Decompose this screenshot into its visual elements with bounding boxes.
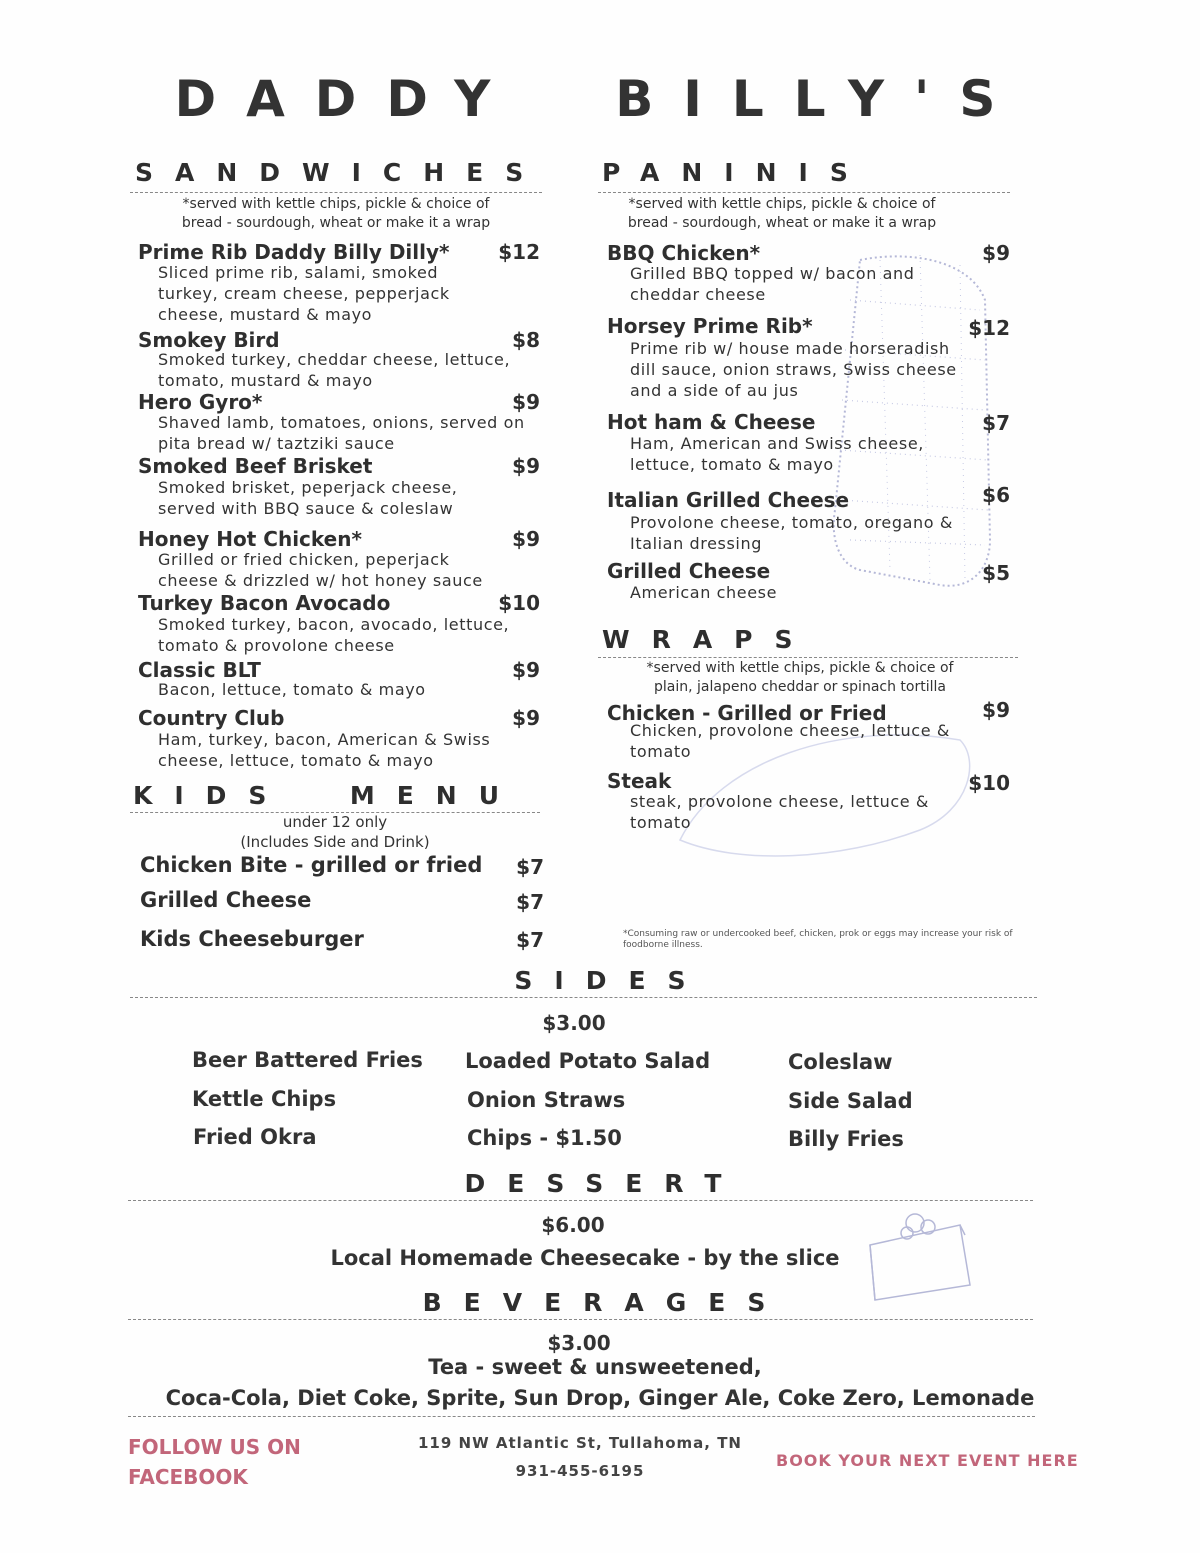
menu-item-description: American cheese (630, 583, 778, 602)
side-item: Chips - $1.50 (467, 1126, 622, 1150)
dessert-divider (128, 1200, 1033, 1201)
side-item: Kettle Chips (192, 1087, 337, 1111)
book-event-link[interactable]: BOOK YOUR NEXT EVENT HERE (776, 1451, 1079, 1470)
menu-item-price: $9 (512, 706, 540, 730)
menu-item-name: Smoked Beef Brisket (138, 454, 373, 478)
menu-item-name: Chicken - Grilled or Fried (607, 701, 887, 725)
paninis-divider (598, 192, 1010, 193)
kids-item-price: $7 (516, 890, 544, 914)
side-item: Beer Battered Fries (192, 1048, 423, 1072)
food-safety-disclaimer: *Consuming raw or undercooked beef, chicken, prok or eggs may increase your risk of foodborne illness. (623, 929, 1013, 950)
follow-line1: FOLLOW US ON (128, 1435, 301, 1459)
beverages-heading: BEVERAGES (422, 1288, 788, 1317)
menu-item-price: $12 (968, 316, 1010, 340)
wraps-note-line1: *served with kettle chips, pickle & choice of (646, 660, 954, 676)
menu-item-name: Honey Hot Chicken* (138, 527, 362, 551)
menu-item-description: Ham, turkey, bacon, American & Swiss cheese, lettuce, tomato & mayo (158, 730, 491, 770)
menu-item-price: $9 (512, 454, 540, 478)
menu-item-description: Chicken, provolone cheese, lettuce & tomato (630, 721, 950, 761)
menu-item-name: Classic BLT (138, 658, 261, 682)
menu-item-description: Grilled or fried chicken, peperjack cheese & drizzled w/ hot honey sauce (158, 550, 483, 590)
menu-item-price: $12 (498, 240, 540, 264)
side-item: Billy Fries (788, 1127, 904, 1151)
menu-item-description: Bacon, lettuce, tomato & mayo (158, 680, 426, 699)
menu-item-name: BBQ Chicken* (607, 241, 761, 265)
paninis-note (576, 195, 988, 233)
kids-menu-heading: KIDS MENU (133, 781, 522, 810)
sides-price: $3.00 (542, 1011, 606, 1035)
menu-item-price: $5 (982, 561, 1010, 585)
menu-item-description: Shaved lamb, tomatoes, onions, served on pita bread w/ taztziki sauce (158, 413, 525, 453)
dessert-heading: DESSERT (464, 1169, 744, 1198)
menu-item-name: Steak (607, 769, 672, 793)
sides-divider (130, 997, 1037, 998)
wraps-note (590, 659, 1010, 697)
sandwiches-note-line2: bread - sourdough, wheat or make it a wrap (181, 215, 491, 231)
side-item: Loaded Potato Salad (465, 1049, 711, 1073)
side-item: Coleslaw (788, 1050, 893, 1074)
menu-item-price: $10 (968, 771, 1010, 795)
menu-item-name: Italian Grilled Cheese (607, 488, 850, 512)
wraps-heading: WRAPS (602, 625, 815, 654)
kids-item-name: Grilled Cheese (140, 888, 312, 912)
paninis-note-line1: *served with kettle chips, pickle & choice of (628, 196, 936, 212)
footer-divider (128, 1416, 1035, 1417)
beverages-divider (128, 1319, 1033, 1320)
menu-item-price: $8 (512, 328, 540, 352)
side-item: Side Salad (788, 1089, 913, 1113)
beverages-line1: Tea - sweet & unsweetened, (428, 1355, 762, 1379)
menu-item-name: Country Club (138, 706, 285, 730)
dessert-item: Local Homemade Cheesecake - by the slice (330, 1246, 840, 1270)
menu-item-description: Prime rib w/ house made horseradish dill sauce, onion straws, Swiss cheese and a side of au jus (630, 339, 957, 400)
restaurant-phone: 931-455-6195 (515, 1462, 645, 1480)
restaurant-name: DADDY BILLY'S (174, 70, 1026, 128)
menu-item-description: Smoked brisket, peperjack cheese, served with BBQ sauce & coleslaw (158, 478, 458, 518)
beverages-line2: Coca-Cola, Diet Coke, Sprite, Sun Drop, Ginger Ale, Coke Zero, Lemonade (165, 1386, 1035, 1410)
menu-item-price: $9 (512, 390, 540, 414)
menu-item-description: Provolone cheese, tomato, oregano & Italian dressing (630, 513, 953, 553)
menu-item-price: $10 (498, 591, 540, 615)
menu-item-price: $9 (512, 527, 540, 551)
menu-item-name: Prime Rib Daddy Billy Dilly* (138, 240, 450, 264)
menu-item-name: Horsey Prime Rib* (607, 314, 813, 338)
sandwiches-note (130, 195, 542, 233)
kids-menu-note-line1: under 12 only (282, 813, 388, 831)
menu-item-price: $7 (982, 411, 1010, 435)
kids-item-name: Chicken Bite - grilled or fried (140, 853, 483, 877)
follow-line2: FACEBOOK (128, 1465, 248, 1489)
menu-item-name: Grilled Cheese (607, 559, 771, 583)
beverages-price: $3.00 (547, 1331, 611, 1355)
kids-item-price: $7 (516, 928, 544, 952)
menu-item-price: $9 (982, 241, 1010, 265)
menu-item-price: $9 (512, 658, 540, 682)
dessert-price: $6.00 (541, 1213, 605, 1237)
menu-item-description: Smoked turkey, cheddar cheese, lettuce, tomato, mustard & mayo (158, 350, 511, 390)
follow-us-facebook-link[interactable] (128, 1432, 301, 1492)
menu-item-description: Ham, American and Swiss cheese, lettuce, tomato & mayo (630, 434, 924, 474)
kids-item-name: Kids Cheeseburger (140, 927, 364, 951)
menu-item-description: steak, provolone cheese, lettuce & tomato (630, 792, 929, 832)
wraps-divider (598, 657, 1018, 658)
menu-item-description: Sliced prime rib, salami, smoked turkey, cream cheese, pepperjack cheese, mustard & mayo (158, 263, 450, 324)
wraps-note-line2: plain, jalapeno cheddar or spinach tortilla (654, 679, 946, 695)
kids-menu-note (130, 812, 540, 852)
kids-item-price: $7 (516, 855, 544, 879)
sandwiches-heading: SANDWICHES (135, 158, 546, 187)
menu-item-name: Hot ham & Cheese (607, 410, 816, 434)
side-item: Onion Straws (467, 1088, 626, 1112)
menu-item-price: $9 (982, 698, 1010, 722)
restaurant-address: 119 NW Atlantic St, Tullahoma, TN (417, 1434, 742, 1452)
menu-item-description: Grilled BBQ topped w/ bacon and cheddar cheese (630, 264, 915, 304)
menu-item-name: Turkey Bacon Avocado (138, 591, 391, 615)
menu-item-name: Smokey Bird (138, 328, 280, 352)
paninis-heading: PANINIS (602, 158, 870, 187)
sandwiches-note-line1: *served with kettle chips, pickle & choice of (182, 196, 490, 212)
menu-item-price: $6 (982, 483, 1010, 507)
side-item: Fried Okra (193, 1125, 317, 1149)
menu-item-description: Smoked turkey, bacon, avocado, lettuce, tomato & provolone cheese (158, 615, 510, 655)
kids-menu-note-line2: (Includes Side and Drink) (240, 833, 430, 851)
menu-item-name: Hero Gyro* (138, 390, 263, 414)
sandwiches-divider (130, 192, 542, 193)
sides-heading: SIDES (514, 966, 708, 995)
paninis-note-line2: bread - sourdough, wheat or make it a wrap (627, 215, 937, 231)
